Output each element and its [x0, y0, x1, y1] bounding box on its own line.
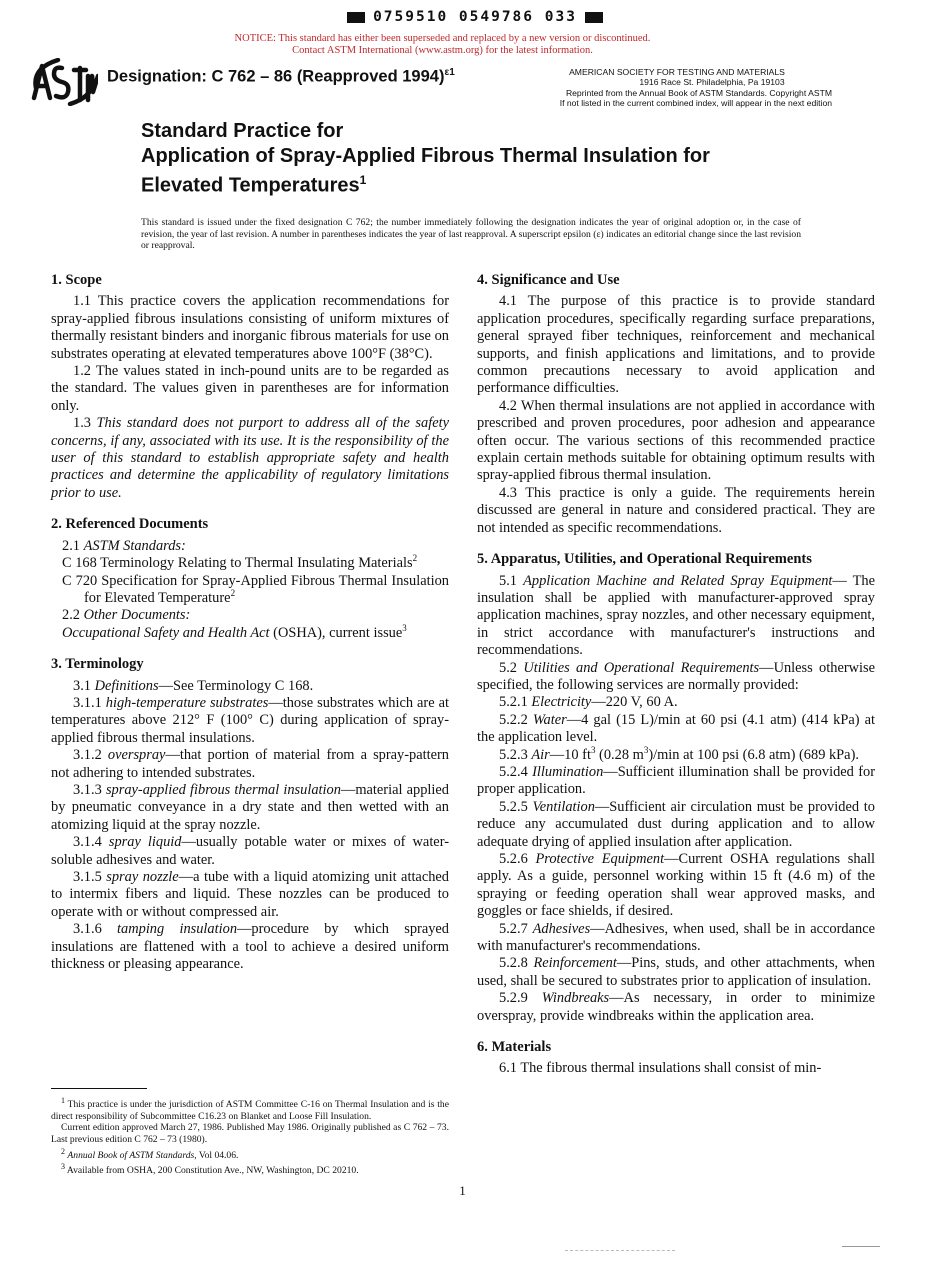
title-footnote-mark: 1 [359, 173, 367, 187]
barcode-block-right [585, 12, 603, 23]
section-heading: 4. Significance and Use [477, 272, 620, 288]
document-title [141, 119, 841, 198]
paragraph: 3.1 Definitions—See Terminology C 168. [73, 677, 314, 694]
paragraph: 4.2 When thermal insulations are not applied in accordance with prescribed and proven procedures, poor adhesion and appearance often occur. The various sections of this recommended practice explain certain methods suitable for obtaining optimum results with spray-applied fibrous thermal insulation. [477, 397, 875, 484]
issuance-preamble: This standard is issued under the fixed designation C 762; the number immediately following the designation indicates the year of original adoption or, in the case of revision, the year of last revision. A number in parentheses indicates the year of last reapproval. A superscript epsilon (ε) indicates an editorial change since the last revision or reapproval. [141, 217, 801, 252]
section-heading: 2. Referenced Documents [51, 516, 209, 533]
paragraph: 3.1.2 overspray—that portion of material from a spray-pattern not adhering to intended substrates. [51, 747, 449, 781]
society-address: 1916 Race St. Philadelphia, Pa 19103 [639, 77, 785, 88]
reference-entry: C 720 Specification for Spray-Applied Fibrous Thermal Insulation for Elevated Temperature$^2$ [62, 572, 449, 606]
barcode-number: 0759510 0549786 033 [373, 9, 577, 25]
right-column [477, 272, 875, 1078]
reference-entry: Occupational Safety and Health Act (OSHA), current issue$^3$ [62, 622, 407, 641]
scan-artifact-dashes [565, 1250, 675, 1251]
left-column [51, 272, 449, 973]
footnote-rule [51, 1088, 147, 1089]
paragraph: 2.1 ASTM Standards: [62, 537, 186, 554]
paragraph: 5.2.7 Adhesives—Adhesives, when used, shall be in accordance with manufacturer's recommendations. [477, 920, 875, 955]
paragraph: 3.1.6 tamping insulation—procedure by which sprayed insulations are flattened with a tool to achieve a desired uniform thickness or pleasing appearance. [51, 921, 449, 973]
paragraph: 3.1.3 spray-applied fibrous thermal insulation—material applied by pneumatic conveyance in a dry state and then wetted with an atomizing liquid at the spray nozzle. [51, 781, 449, 833]
supersede-notice [0, 33, 885, 57]
paragraph: 5.2 Utilities and Operational Requirements—Unless otherwise specified, the following services are normally provided: [477, 659, 875, 693]
section-heading: 3. Terminology [51, 656, 144, 673]
paragraph: 1.3 This standard does not purport to address all of the safety concerns, if any, associated with its use. It is the responsibility of the user of this standard to establish appropriate safety and health practices and determine the applicability of regulatory limitations prior to use. [51, 415, 449, 501]
paragraph: 5.1 Application Machine and Related Spray Equipment— The insulation shall be applied with manufacturer-approved spray application machines, spray nozzles, and other necessary equipment, in strict accordance with manufacturer's instructions and recommendations. [477, 572, 876, 659]
title-line-3 [141, 168, 841, 198]
paragraph: 5.2.5 Ventilation—Sufficient air circulation must be provided to reduce any accumulated dust during application and to allow adequate drying of applied insulation after application. [477, 798, 875, 850]
section-heading: 5. Apparatus, Utilities, and Operational Requirements [477, 551, 812, 568]
page-number: 1 [459, 1183, 466, 1198]
footnotes [51, 1095, 449, 1177]
paragraph: 5.2.9 Windbreaks—As necessary, in order to minimize overspray, provide windbreaks within the application area. [477, 990, 875, 1024]
paragraph: 5.2.2 Water—4 gal (15 L)/min at 60 psi (4.1 atm) (414 kPa) at the application level. [477, 711, 875, 746]
society-reprint: Reprinted from the Annual Book of ASTM Standards. Copyright ASTM [565, 87, 832, 98]
section-heading: 1. Scope [51, 272, 102, 288]
paragraph: 1.2 The values stated in inch-pound units are to be regarded as the standard. The values given in parentheses are for information only. [51, 363, 449, 414]
paragraph: 4.1 The purpose of this practice is to provide standard application procedures, specifically regarding surface preparations, general sprayed fiber techniques, reinforcement and mechanical supports, and finish applications and limitations, and to provide common precautions necessary to avoid application and performance difficulties. [477, 293, 875, 397]
designation [107, 67, 455, 87]
title-line-3-text: Elevated Temperatures [141, 174, 360, 197]
astm-logo-icon [30, 58, 98, 106]
paragraph: 3.1.4 spray liquid—usually potable water or mixes of water-soluble adhesives and water. [51, 834, 449, 868]
reference-entry: C 168 Terminology Relating to Thermal Insulating Materials$^2$ [62, 553, 418, 572]
footnote: Current edition approved March 27, 1986. Published May 1986. Originally published as C 762 – 73. Last previous edition C 762 – 73 (1980). [51, 1122, 449, 1145]
society-name: AMERICAN SOCIETY FOR TESTING AND MATERIALS [569, 67, 785, 77]
scan-artifact-line [842, 1246, 880, 1247]
society-block [502, 67, 832, 109]
paragraph: 5.2.8 Reinforcement—Pins, studs, and other attachments, when used, shall be secured to substrates prior to application of insulation. [477, 955, 875, 989]
footnote: $^2$ Annual Book of ASTM Standards, Vol 04.06. [61, 1146, 239, 1161]
paragraph: 3.1.1 high-temperature substrates—those substrates which are at temperatures above 212° F (100° C) during application of spray-applied fibrous thermal insulations. [51, 694, 449, 746]
paragraph: 5.2.4 Illumination—Sufficient illumination shall be provided for proper application. [477, 763, 875, 798]
paragraph: 2.2 Other Documents: [62, 607, 191, 624]
notice-line-1: NOTICE: This standard has either been superseded and replaced by a new version or discontinued. [234, 33, 651, 44]
paragraph: 5.2.3 Air—10 $ft^3$ (0.28 $m^3)/\min$ at 100 psi (6.8 atm) (689 kPa). [499, 744, 859, 763]
paragraph: 5.2.1 Electricity—220 V, 60 A. [499, 694, 678, 711]
paragraph: 1.1 This practice covers the application recommendations for spray-applied fibrous insulations consisting of uniform mixtures of thermally resistant binders and inorganic fibrous materials for use on substrates operating at elevated temperatures above 100°F (38°C). [51, 293, 449, 362]
title-line-2: Application of Spray-Applied Fibrous Thermal Insulation for [141, 144, 710, 167]
paragraph: 5.2.6 Protective Equipment—Current OSHA regulations shall apply. As a guide, personnel working within 15 ft (4.6 m) of the spraying or feeding operation shall wear approved masks, and goggles or face shields, if desired. [477, 851, 875, 920]
designation-epsilon: ε1 [444, 67, 455, 78]
designation-text: Designation: C 762 – 86 (Reapproved 1994) [107, 67, 445, 86]
paragraph: 3.1.5 spray nozzle—a tube with a liquid atomizing unit attached to intermix fibers and liquid. These nozzles can be produced to operate with or without compressed air. [51, 869, 449, 920]
footnote: $^3$ Available from OSHA, 200 Constitution Ave., NW, Washington, DC 20210. [61, 1162, 359, 1177]
notice-line-2: Contact ASTM International (www.astm.org) for the latest information. [292, 45, 593, 56]
paragraph: 4.3 This practice is only a guide. The requirements herein discussed are general in nature and considered practical. They are not intended as specific recommendations. [477, 484, 875, 536]
section-heading: 6. Materials [477, 1039, 552, 1056]
paragraph: 6.1 The fibrous thermal insulations shall consist of min- [499, 1060, 822, 1077]
society-index-note: If not listed in the current combined index, will appear in the next edition [559, 98, 832, 109]
footnote: $^1$ This practice is under the jurisdiction of ASTM Committee C-16 on Thermal Insulation and is the direct responsibility of Subcommittee C16.23 on Blanket and Loose Fill Insulation. [51, 1096, 449, 1122]
title-line-1: Standard Practice for [141, 120, 344, 142]
barcode-strip [0, 9, 950, 25]
barcode-block-left [347, 12, 365, 23]
